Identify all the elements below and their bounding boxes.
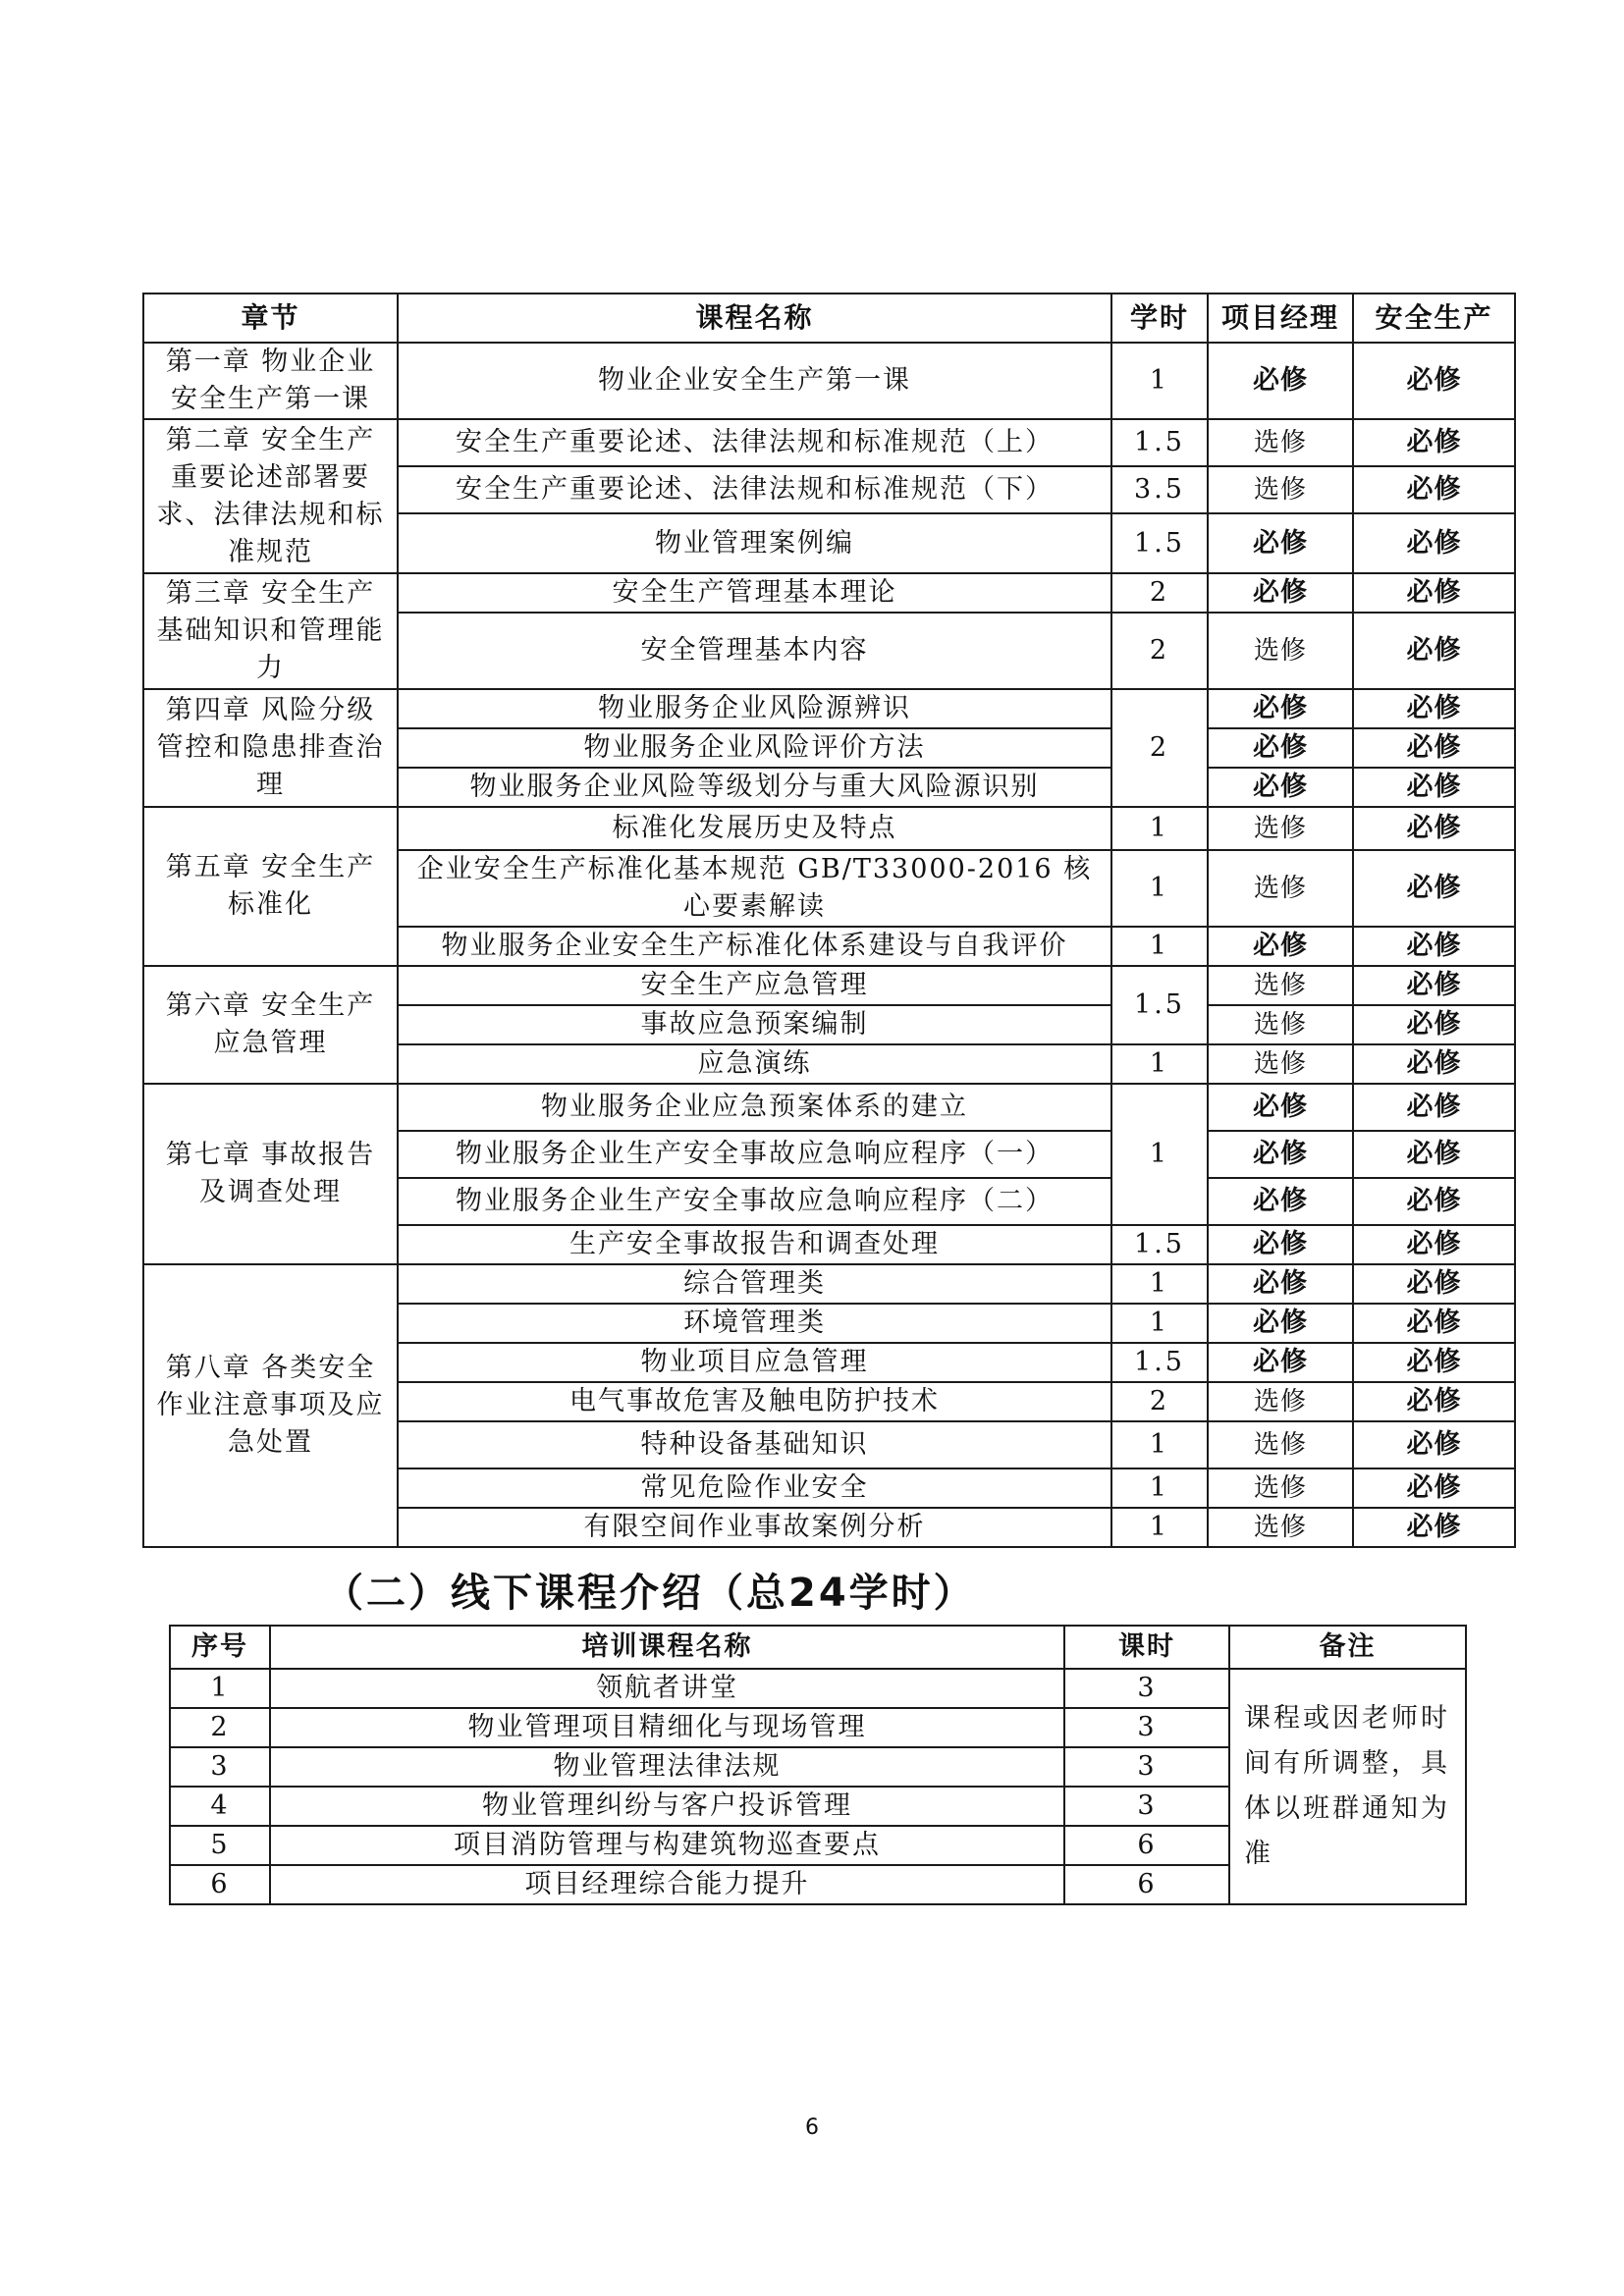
course-cell: 项目消防管理与构建筑物巡查要点: [270, 1826, 1064, 1865]
safety-cell: 必修: [1353, 1225, 1515, 1264]
pm-cell: 必修: [1208, 728, 1353, 768]
pm-cell: 选修: [1208, 613, 1353, 689]
hours-cell: 1: [1111, 1084, 1208, 1225]
safety-cell: 必修: [1353, 1131, 1515, 1178]
no-cell: 3: [170, 1747, 270, 1787]
safety-cell: 必修: [1353, 1382, 1515, 1421]
course-cell: 安全生产应急管理: [398, 966, 1111, 1005]
course-cell: 物业项目应急管理: [398, 1343, 1111, 1382]
safety-cell: 必修: [1353, 768, 1515, 807]
course-cell: 应急演练: [398, 1044, 1111, 1084]
hours-cell: 3: [1064, 1669, 1229, 1708]
course-cell: 事故应急预案编制: [398, 1005, 1111, 1044]
pm-cell: 必修: [1208, 1343, 1353, 1382]
hours-cell: 1.5: [1111, 513, 1208, 573]
chapter-cell: 第六章 安全生产应急管理: [143, 966, 398, 1084]
course-cell: 特种设备基础知识: [398, 1421, 1111, 1468]
course-cell: 有限空间作业事故案例分析: [398, 1508, 1111, 1547]
offline-course-table: [169, 1625, 1467, 1905]
table-row: [143, 807, 1515, 850]
safety-cell: 必修: [1353, 419, 1515, 466]
safety-cell: 必修: [1353, 850, 1515, 927]
safety-cell: 必修: [1353, 1264, 1515, 1304]
course-cell: 物业服务企业风险评价方法: [398, 728, 1111, 768]
course-cell: 综合管理类: [398, 1264, 1111, 1304]
page-number: 6: [805, 2115, 819, 2140]
hours-cell: 2: [1111, 613, 1208, 689]
hours-cell: 6: [1064, 1865, 1229, 1904]
hours-cell: 1: [1111, 1304, 1208, 1343]
no-cell: 2: [170, 1708, 270, 1747]
course-cell: 物业服务企业应急预案体系的建立: [398, 1084, 1111, 1131]
pm-cell: 必修: [1208, 927, 1353, 966]
safety-cell: 必修: [1353, 573, 1515, 613]
pm-cell: 必修: [1208, 1131, 1353, 1178]
header-note: 备注: [1229, 1626, 1466, 1669]
course-cell: 安全管理基本内容: [398, 613, 1111, 689]
pm-cell: 选修: [1208, 1468, 1353, 1508]
course-cell: 生产安全事故报告和调查处理: [398, 1225, 1111, 1264]
hours-cell: 3: [1064, 1747, 1229, 1787]
safety-cell: 必修: [1353, 1343, 1515, 1382]
safety-cell: 必修: [1353, 689, 1515, 728]
pm-cell: 必修: [1208, 689, 1353, 728]
hours-cell: 3: [1064, 1787, 1229, 1826]
chapter-cell: 第一章 物业企业安全生产第一课: [143, 343, 398, 419]
hours-cell: 1.5: [1111, 419, 1208, 466]
course-cell: 企业安全生产标准化基本规范 GB/T33000-2016 核心要素解读: [398, 850, 1111, 927]
pm-cell: 选修: [1208, 1382, 1353, 1421]
safety-cell: 必修: [1353, 1468, 1515, 1508]
course-cell: 常见危险作业安全: [398, 1468, 1111, 1508]
table-row: [143, 419, 1515, 466]
course-cell: 物业服务企业生产安全事故应急响应程序（一）: [398, 1131, 1111, 1178]
course-cell: 项目经理综合能力提升: [270, 1865, 1064, 1904]
safety-cell: 必修: [1353, 1005, 1515, 1044]
course-cell: 标准化发展历史及特点: [398, 807, 1111, 850]
hours-cell: 3: [1064, 1708, 1229, 1747]
safety-cell: 必修: [1353, 728, 1515, 768]
hours-cell: 2: [1111, 573, 1208, 613]
pm-cell: 选修: [1208, 1005, 1353, 1044]
header-hours: 课时: [1064, 1626, 1229, 1669]
table-row: [143, 966, 1515, 1005]
pm-cell: 必修: [1208, 768, 1353, 807]
hours-cell: 1: [1111, 1421, 1208, 1468]
pm-cell: 选修: [1208, 966, 1353, 1005]
hours-cell: 1: [1111, 807, 1208, 850]
pm-cell: 必修: [1208, 1084, 1353, 1131]
header-hours: 学时: [1111, 294, 1208, 343]
safety-cell: 必修: [1353, 513, 1515, 573]
header-project-manager: 项目经理: [1208, 294, 1353, 343]
hours-cell: 1: [1111, 850, 1208, 927]
chapter-cell: 第四章 风险分级管控和隐患排查治理: [143, 689, 398, 807]
safety-cell: 必修: [1353, 1421, 1515, 1468]
hours-cell: 1: [1111, 1468, 1208, 1508]
course-cell: 环境管理类: [398, 1304, 1111, 1343]
hours-cell: 1: [1111, 343, 1208, 419]
course-cell: 物业服务企业风险等级划分与重大风险源识别: [398, 768, 1111, 807]
note-cell: 课程或因老师时间有所调整，具体以班群通知为准: [1229, 1669, 1466, 1904]
course-cell: 物业企业安全生产第一课: [398, 343, 1111, 419]
table-row: [143, 343, 1515, 419]
safety-cell: 必修: [1353, 1178, 1515, 1225]
pm-cell: 选修: [1208, 419, 1353, 466]
course-cell: 物业管理案例编: [398, 513, 1111, 573]
header-no: 序号: [170, 1626, 270, 1669]
pm-cell: 必修: [1208, 1264, 1353, 1304]
online-course-table: [142, 293, 1516, 1548]
table-header-row: [170, 1626, 1466, 1669]
hours-cell: 1: [1111, 927, 1208, 966]
safety-cell: 必修: [1353, 1084, 1515, 1131]
pm-cell: 选修: [1208, 1421, 1353, 1468]
pm-cell: 选修: [1208, 850, 1353, 927]
pm-cell: 选修: [1208, 1044, 1353, 1084]
safety-cell: 必修: [1353, 966, 1515, 1005]
hours-cell: 1: [1111, 1508, 1208, 1547]
pm-cell: 选修: [1208, 466, 1353, 513]
course-cell: 电气事故危害及触电防护技术: [398, 1382, 1111, 1421]
course-cell: 物业服务企业安全生产标准化体系建设与自我评价: [398, 927, 1111, 966]
hours-cell: 3.5: [1111, 466, 1208, 513]
pm-cell: 选修: [1208, 807, 1353, 850]
table-row: [143, 1264, 1515, 1304]
safety-cell: 必修: [1353, 1044, 1515, 1084]
course-cell: 物业管理项目精细化与现场管理: [270, 1708, 1064, 1747]
table-row: [143, 689, 1515, 728]
course-cell: 物业管理法律法规: [270, 1747, 1064, 1787]
chapter-cell: 第七章 事故报告及调查处理: [143, 1084, 398, 1264]
hours-cell: 1: [1111, 1264, 1208, 1304]
hours-cell: 1.5: [1111, 966, 1208, 1044]
safety-cell: 必修: [1353, 1304, 1515, 1343]
no-cell: 1: [170, 1669, 270, 1708]
table-header-row: [143, 294, 1515, 343]
course-cell: 安全生产重要论述、法律法规和标准规范（下）: [398, 466, 1111, 513]
chapter-cell: 第八章 各类安全作业注意事项及应急处置: [143, 1264, 398, 1547]
course-cell: 物业服务企业生产安全事故应急响应程序（二）: [398, 1178, 1111, 1225]
table-row: [143, 1084, 1515, 1131]
safety-cell: 必修: [1353, 807, 1515, 850]
pm-cell: 选修: [1208, 1508, 1353, 1547]
section-title: （二）线下课程介绍（总24学时）: [324, 1571, 976, 1616]
header-chapter: 章节: [143, 294, 398, 343]
header-course: 培训课程名称: [270, 1626, 1064, 1669]
pm-cell: 必修: [1208, 573, 1353, 613]
hours-cell: 6: [1064, 1826, 1229, 1865]
course-cell: 物业服务企业风险源辨识: [398, 689, 1111, 728]
pm-cell: 必修: [1208, 1304, 1353, 1343]
chapter-cell: 第三章 安全生产基础知识和管理能力: [143, 573, 398, 689]
header-course: 课程名称: [398, 294, 1111, 343]
no-cell: 5: [170, 1826, 270, 1865]
no-cell: 6: [170, 1865, 270, 1904]
safety-cell: 必修: [1353, 927, 1515, 966]
hours-cell: 1.5: [1111, 1343, 1208, 1382]
hours-cell: 1: [1111, 1044, 1208, 1084]
course-cell: 领航者讲堂: [270, 1669, 1064, 1708]
chapter-cell: 第二章 安全生产重要论述部署要求、法律法规和标准规范: [143, 419, 398, 573]
no-cell: 4: [170, 1787, 270, 1826]
safety-cell: 必修: [1353, 466, 1515, 513]
pm-cell: 必修: [1208, 513, 1353, 573]
table-row: [143, 573, 1515, 613]
pm-cell: 必修: [1208, 1178, 1353, 1225]
header-safety-production: 安全生产: [1353, 294, 1515, 343]
pm-cell: 必修: [1208, 343, 1353, 419]
safety-cell: 必修: [1353, 1508, 1515, 1547]
safety-cell: 必修: [1353, 613, 1515, 689]
hours-cell: 2: [1111, 689, 1208, 807]
safety-cell: 必修: [1353, 343, 1515, 419]
course-cell: 安全生产管理基本理论: [398, 573, 1111, 613]
chapter-cell: 第五章 安全生产标准化: [143, 807, 398, 966]
pm-cell: 必修: [1208, 1225, 1353, 1264]
hours-cell: 1.5: [1111, 1225, 1208, 1264]
course-cell: 物业管理纠纷与客户投诉管理: [270, 1787, 1064, 1826]
hours-cell: 2: [1111, 1382, 1208, 1421]
table-row: [170, 1669, 1466, 1708]
course-cell: 安全生产重要论述、法律法规和标准规范（上）: [398, 419, 1111, 466]
